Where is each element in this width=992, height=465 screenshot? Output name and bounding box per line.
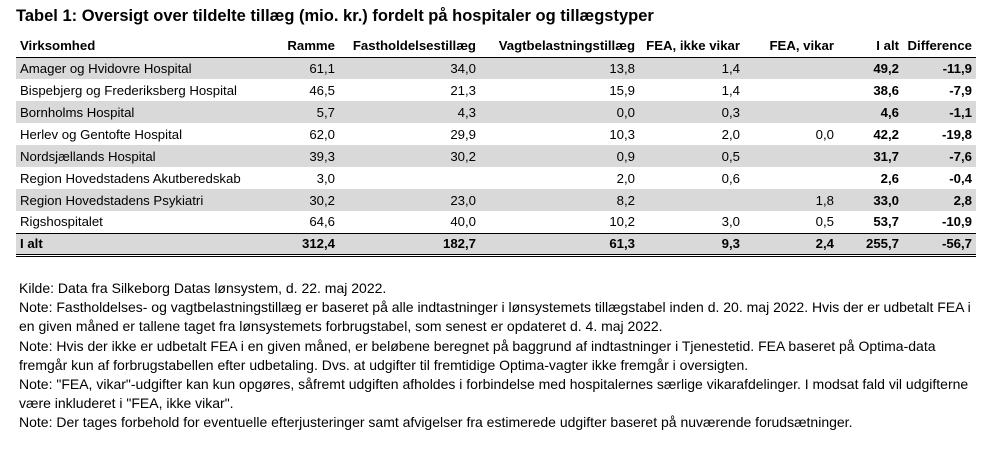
total-ramme: 312,4 [282, 233, 339, 255]
cell-vagtbelastningstillaeg: 2,0 [616, 170, 635, 186]
row-label: Bornholms Hospital [16, 101, 282, 123]
cell-fea-ikke-vikar: 0,3 [639, 101, 744, 123]
cell-fea-vikar [744, 79, 838, 101]
note-paragraph: Note: "FEA, vikar"-udgifter kan kun opgøres, såfremt udgiften afholdes i forbindelse med hospitalernes særlige vikarafdelinger. I modsat fald vil udgifterne være inkluderet i "FEA, ikke vikar". [19, 376, 969, 412]
cell-i-alt: 38,6 [873, 82, 899, 98]
cell-difference: -1,1 [903, 101, 976, 123]
notes-section [19, 279, 979, 433]
cell-fea-vikar: 1,8 [744, 189, 838, 211]
cell-vagtbelastningstillaeg: 15,9 [609, 82, 635, 98]
cell-fea-ikke-vikar: 1,4 [639, 57, 744, 79]
cell-i-alt: 49,2 [838, 57, 903, 79]
table-title: Tabel 1: Oversigt over tildelte tillæg (mio. kr.) fordelt på hospitaler og tillægstyper [16, 7, 654, 25]
cell-fea-ikke-vikar [639, 189, 744, 211]
col-header-i-alt: I alt [838, 35, 903, 57]
total-difference: -56,7 [903, 233, 976, 255]
cell-difference: -10,9 [941, 214, 972, 230]
total-fea-ikke-vikar: 9,3 [639, 233, 744, 255]
table-row [16, 79, 976, 101]
cell-vagtbelastningstillaeg: 0,9 [480, 145, 639, 167]
row-label: Rigshospitalet [20, 214, 103, 230]
cell-vagtbelastningstillaeg: 13,8 [480, 57, 639, 79]
row-label: Bispebjerg og Frederiksberg Hospital [20, 82, 237, 98]
note-paragraph: Note: Fastholdelses- og vagtbelastningstillæg er baseret på alle indtastninger i lønsystemets tillægstabel inden d. 20. maj 2022. Hvis der er udbetalt FEA i en given måned er tallene taget fra lønsystemets forbrugstabel, som senest er opdateret d. 4. maj 2022. [19, 299, 971, 335]
cell-ramme: 30,2 [282, 189, 339, 211]
cell-i-alt: 4,6 [838, 101, 903, 123]
table-row [16, 57, 976, 79]
cell-fea-vikar [744, 101, 838, 123]
cell-i-alt: 2,6 [880, 170, 899, 186]
cell-vagtbelastningstillaeg: 0,0 [480, 101, 639, 123]
cell-fea-ikke-vikar: 2,0 [721, 126, 740, 142]
cell-fea-ikke-vikar: 0,5 [639, 145, 744, 167]
source-note: Kilde: Data fra Silkeborg Datas lønsystem, d. 22. maj 2022. [19, 280, 387, 296]
header-row [16, 35, 976, 57]
cell-ramme: 62,0 [309, 126, 335, 142]
col-header-virksomhed: Virksomhed [16, 35, 282, 57]
table-row [16, 189, 976, 211]
table-row [16, 167, 976, 189]
col-header-fea-ikke-vikar: FEA, ikke vikar [639, 35, 744, 57]
cell-difference: -7,9 [949, 82, 972, 98]
cell-difference: -0,4 [949, 170, 972, 186]
cell-fastholdelsestillaeg: 23,0 [339, 189, 480, 211]
col-header-vagtbelastningstillaeg: Vagtbelastningstillæg [480, 35, 639, 57]
cell-fea-ikke-vikar: 0,6 [721, 170, 740, 186]
cell-ramme: 61,1 [282, 57, 339, 79]
cell-i-alt: 42,2 [873, 126, 899, 142]
cell-fea-vikar [744, 167, 838, 189]
table-row [16, 101, 976, 123]
cell-ramme: 46,5 [309, 82, 335, 98]
total-vagtbelastningstillaeg: 61,3 [480, 233, 639, 255]
cell-vagtbelastningstillaeg: 10,3 [609, 126, 635, 142]
row-label: Region Hovedstadens Psykiatri [16, 189, 282, 211]
row-label: Herlev og Gentofte Hospital [20, 126, 182, 142]
cell-fea-ikke-vikar: 1,4 [721, 82, 740, 98]
cell-fastholdelsestillaeg: 4,3 [339, 101, 480, 123]
cell-fea-ikke-vikar: 3,0 [721, 214, 740, 230]
cell-difference: -19,8 [941, 126, 972, 142]
cell-ramme: 39,3 [282, 145, 339, 167]
table-row [16, 123, 976, 145]
cell-vagtbelastningstillaeg: 8,2 [480, 189, 639, 211]
cell-fea-vikar [744, 57, 838, 79]
total-label: I alt [16, 233, 282, 255]
note-paragraph: Note: Der tages forbehold for eventuelle efterjusteringer samt afvigelser fra estimerede udgifter baseret på nuværende forudsætninger. [19, 414, 853, 431]
cell-fea-vikar [744, 145, 838, 167]
cell-vagtbelastningstillaeg: 10,2 [609, 214, 635, 230]
cell-difference: -11,9 [903, 57, 976, 79]
col-header-fastholdelsestillaeg: Fastholdelsestillæg [339, 35, 480, 57]
row-label: Nordsjællands Hospital [16, 145, 282, 167]
cell-difference: -7,6 [903, 145, 976, 167]
row-label: Amager og Hvidovre Hospital [16, 57, 282, 79]
total-fea-vikar: 2,4 [744, 233, 838, 255]
table-row [16, 211, 976, 233]
cell-ramme: 3,0 [316, 170, 335, 186]
col-header-fea-vikar: FEA, vikar [744, 35, 838, 57]
cell-i-alt: 31,7 [838, 145, 903, 167]
cell-difference: 2,8 [903, 189, 976, 211]
row-label: Region Hovedstadens Akutberedskab [20, 170, 241, 186]
total-row [16, 233, 976, 255]
cell-fastholdelsestillaeg [339, 167, 480, 189]
cell-fastholdelsestillaeg: 21,3 [450, 82, 476, 98]
cell-fastholdelsestillaeg: 40,0 [450, 214, 476, 230]
cell-i-alt: 33,0 [838, 189, 903, 211]
col-header-ramme: Ramme [282, 35, 339, 57]
cell-ramme: 64,6 [309, 214, 335, 230]
cell-fastholdelsestillaeg: 34,0 [339, 57, 480, 79]
total-i-alt: 255,7 [838, 233, 903, 255]
cell-fea-vikar: 0,5 [815, 214, 834, 230]
cell-ramme: 5,7 [282, 101, 339, 123]
allowance-table [16, 35, 976, 257]
note-paragraph: Note: Hvis der ikke er udbetalt FEA i en given måned, er beløbene beregnet på baggrund af indtastninger i Tjenestetid. FEA baseret på Optima-data fremgår kun af forbrugstabellen efter udbetaling. Dvs. at udgifter til fremtidige Optima-vagter ikke fremgår i oversigten. [19, 337, 936, 373]
cell-fastholdelsestillaeg: 29,9 [450, 126, 476, 142]
cell-fastholdelsestillaeg: 30,2 [339, 145, 480, 167]
table-row [16, 145, 976, 167]
cell-i-alt: 53,7 [873, 214, 899, 230]
cell-fea-vikar: 0,0 [815, 126, 834, 142]
total-fastholdelsestillaeg: 182,7 [339, 233, 480, 255]
col-header-difference: Difference [903, 35, 976, 57]
